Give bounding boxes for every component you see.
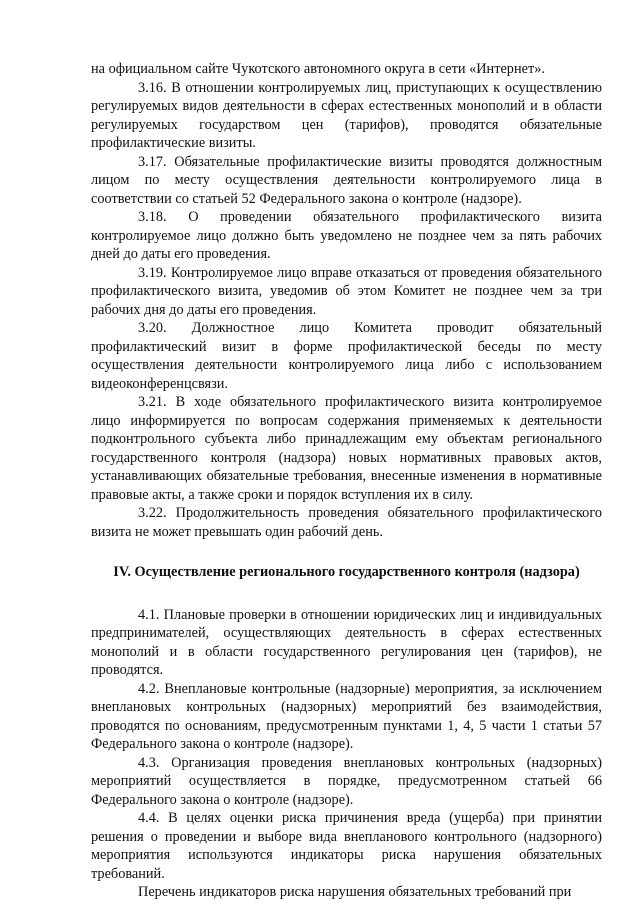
paragraph-4-1: 4.1. Плановые проверки в отношении юридических лиц и индивидуальных предпринимателей, осуществляющих деятельность в сферах естественных монополий и в области государственного регулирования цен (тарифов), не проводятся. — [91, 606, 602, 678]
paragraph-3-19: 3.19. Контролируемое лицо вправе отказаться от проведения обязательного профилактического визита, уведомив об этом Комитет не позднее чем за три рабочих дня до даты его проведения. — [91, 264, 602, 318]
paragraph-3-21: 3.21. В ходе обязательного профилактического визита контролируемое лицо информируется по вопросам содержания применяемых к деятельности подконтрольного субъекта либо принадлежащим ему объектам регионального государственного контроля (надзора) новых нормативных правовых актов, устанавливающих обязательные требования, внесенные изменения в нормативные правовые акты, а также сроки и порядок вступления их в силу. — [91, 394, 602, 503]
paragraph-3-20: 3.20. Должностное лицо Комитета проводит обязательный профилактический визит в форме профилактической беседы по месту осуществления деятельности контролируемого лица либо с использованием видеоконференцсвязи. — [91, 320, 602, 392]
document-body — [91, 60, 602, 902]
paragraph-4-2: 4.2. Внеплановые контрольные (надзорные) мероприятия, за исключением внеплановых контрольных (надзорных) мероприятий без взаимодействия, проводятся по основаниям, предусмотренным пунктами 1, 4, 5 части 1 статьи 57 Федерального закона о контроле (надзоре). — [91, 680, 602, 752]
paragraph-3-17: 3.17. Обязательные профилактические визиты проводятся должностным лицом по месту осуществления деятельности контролируемого лица в соответствии со статьей 52 Федерального закона о контроле (надзоре). — [91, 153, 602, 207]
intro-continuation: на официальном сайте Чукотского автономного округа в сети «Интернет». — [91, 61, 545, 77]
paragraph-indicators-list: Перечень индикаторов риска нарушения обязательных требований при — [138, 884, 572, 900]
paragraph-4-4: 4.4. В целях оценки риска причинения вреда (ущерба) при принятии решения о проведении и выборе вида внепланового контрольного (надзорного) мероприятия используются индикаторы риска нарушения обязательных требований. — [91, 810, 602, 882]
paragraph-4-3: 4.3. Организация проведения внеплановых контрольных (надзорных) мероприятий осуществляется в порядке, предусмотренном статьей 66 Федерального закона о контроле (надзоре). — [91, 754, 602, 808]
paragraph-3-22: 3.22. Продолжительность проведения обязательного профилактического визита не может превышать один рабочий день. — [91, 505, 602, 540]
paragraph-3-16: 3.16. В отношении контролируемых лиц, приступающих к осуществлению регулируемых видов деятельности в сферах естественных монополий и в области регулируемых государством цен (тарифов), проводятся обязательные профилактические визиты. — [91, 79, 602, 151]
paragraph-3-18: 3.18. О проведении обязательного профилактического визита контролируемое лицо должно быть уведомлено не позднее чем за пять рабочих дней до даты его проведения. — [91, 209, 602, 262]
section-heading: IV. Осуществление регионального государственного контроля (надзора) — [113, 564, 580, 580]
